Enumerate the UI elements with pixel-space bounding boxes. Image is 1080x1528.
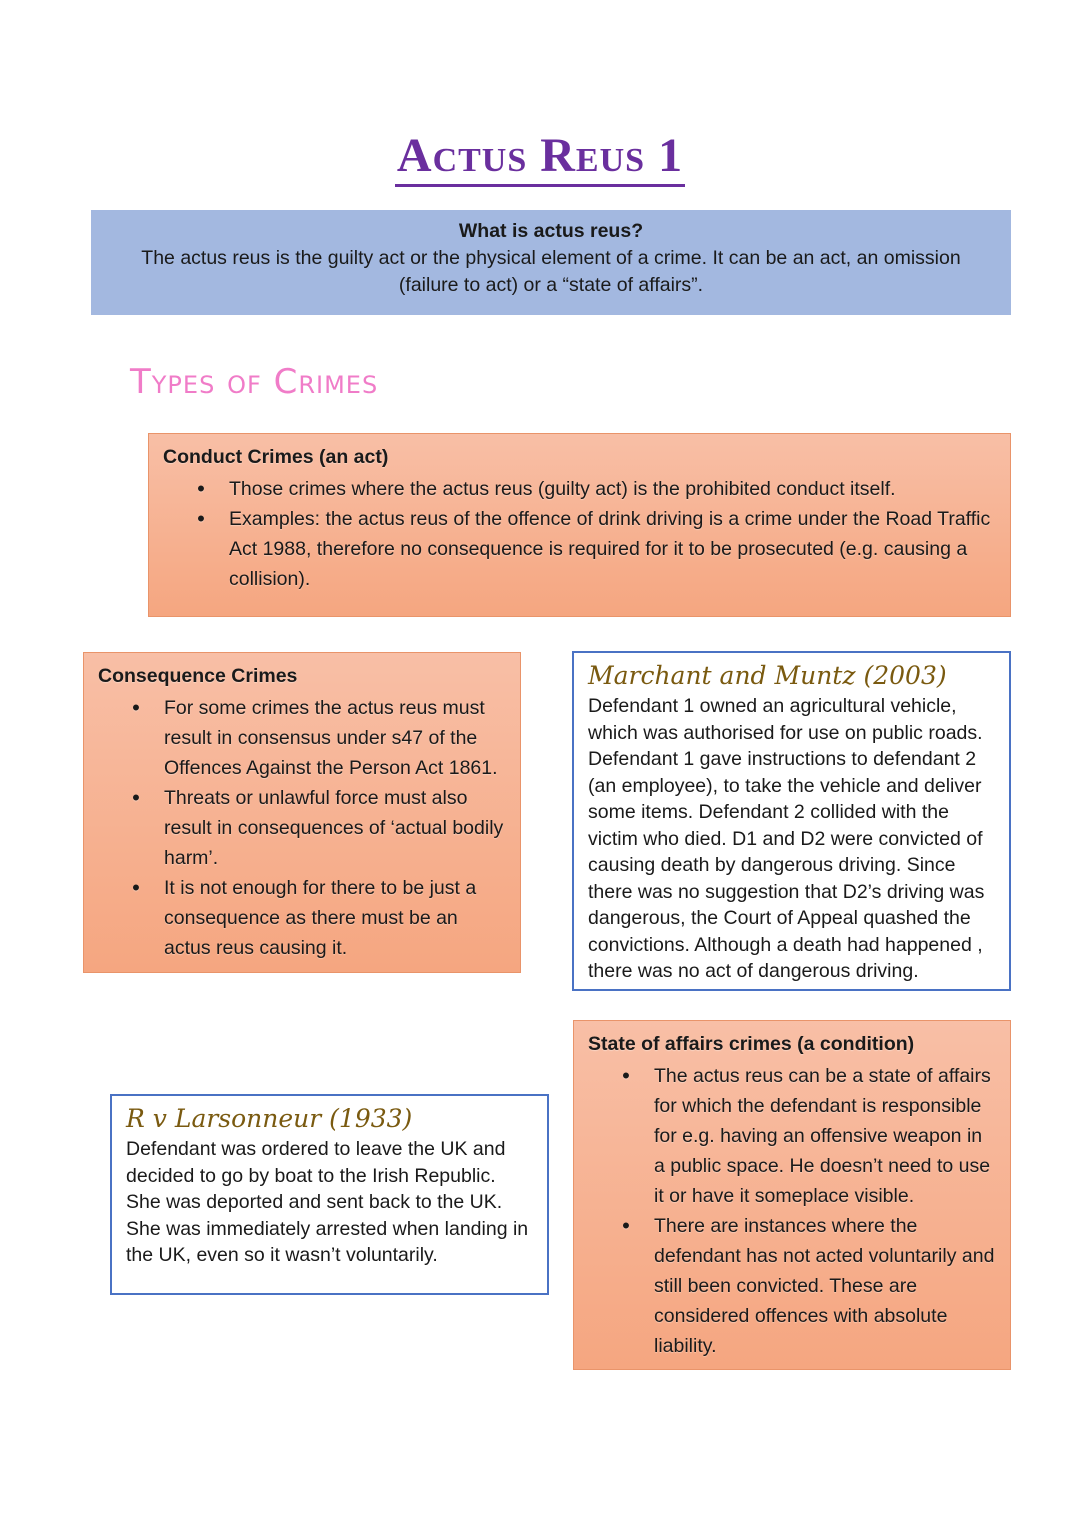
list-item bbox=[197, 504, 996, 594]
case-box-marchant bbox=[572, 651, 1011, 991]
list-item bbox=[197, 474, 996, 504]
list-item-text: Those crimes where the actus reus (guilty act) is the prohibited conduct itself. bbox=[229, 478, 896, 500]
list-item bbox=[132, 783, 506, 873]
list-item bbox=[622, 1061, 996, 1211]
section-heading-types: Types of Crimes bbox=[130, 362, 379, 402]
bullet-icon: • bbox=[132, 695, 140, 720]
intro-question: What is actus reus? bbox=[458, 220, 644, 242]
consequence-crimes-list bbox=[98, 693, 506, 963]
consequence-crimes-box bbox=[83, 652, 521, 973]
consequence-crimes-heading: Consequence Crimes bbox=[98, 665, 298, 687]
page-title bbox=[0, 128, 1080, 183]
bullet-icon: • bbox=[197, 506, 205, 531]
conduct-crimes-heading: Conduct Crimes (an act) bbox=[163, 446, 389, 468]
state-of-affairs-box bbox=[573, 1020, 1011, 1370]
state-of-affairs-list bbox=[588, 1061, 996, 1361]
list-item-text: For some crimes the actus reus must result in consensus under s47 of the Offences Against the Person Act 1861. bbox=[164, 697, 498, 779]
list-item bbox=[622, 1211, 996, 1361]
list-item bbox=[132, 873, 506, 963]
case-body-larsonneur: Defendant was ordered to leave the UK and decided to go by boat to the Irish Republic. She was deported and sent back to the UK. She was immediately arrested when landing in the UK, even so it wasn’t voluntarily. bbox=[126, 1138, 529, 1266]
conduct-crimes-list bbox=[163, 474, 996, 594]
list-item-text: There are instances where the defendant has not acted voluntarily and still been convicted. These are considered offences with absolute liability. bbox=[654, 1215, 995, 1357]
case-heading-marchant: Marchant and Muntz (2003) bbox=[588, 661, 947, 690]
case-heading-larsonneur: R v Larsonneur (1933) bbox=[126, 1104, 413, 1133]
list-item-text: The actus reus can be a state of affairs for which the defendant is responsible for e.g. having an offensive weapon in a public space. He doesn’t need to use it or have it someplace visible. bbox=[654, 1065, 991, 1207]
list-item-text: It is not enough for there to be just a consequence as there must be an actus reus causing it. bbox=[164, 877, 477, 959]
intro-answer: The actus reus is the guilty act or the physical element of a crime. It can be an act, an omission (failure to act) or a “state of affairs”. bbox=[141, 247, 961, 296]
bullet-icon: • bbox=[197, 476, 205, 501]
list-item-text: Examples: the actus reus of the offence of drink driving is a crime under the Road Traffic Act 1988, therefore no consequence is required for it to be prosecuted (e.g. causing a collision). bbox=[229, 508, 991, 590]
bullet-icon: • bbox=[622, 1213, 630, 1238]
case-box-larsonneur bbox=[110, 1094, 549, 1295]
state-of-affairs-heading: State of affairs crimes (a condition) bbox=[588, 1033, 915, 1055]
bullet-icon: • bbox=[132, 875, 140, 900]
list-item-text: Threats or unlawful force must also result in consequences of ‘actual bodily harm’. bbox=[164, 787, 504, 869]
bullet-icon: • bbox=[622, 1063, 630, 1088]
conduct-crimes-box bbox=[148, 433, 1011, 617]
page-title-text: Actus Reus 1 bbox=[395, 129, 685, 187]
bullet-icon: • bbox=[132, 785, 140, 810]
intro-box bbox=[91, 210, 1011, 315]
case-body-marchant: Defendant 1 owned an agricultural vehicle, which was authorised for use on public roads. Defendant 1 gave instructions to defendant 2 (an employee), to take the vehicle and deliver some items. Defendant 2 collided with the victim who died. D1 and D2 were convicted of causing death by dangerous driving. Since there was no suggestion that D2’s driving was dangerous, the Court of Appeal quashed the convictions. Although a death had happened , there was no act of dangerous driving. bbox=[588, 695, 985, 982]
list-item bbox=[132, 693, 506, 783]
